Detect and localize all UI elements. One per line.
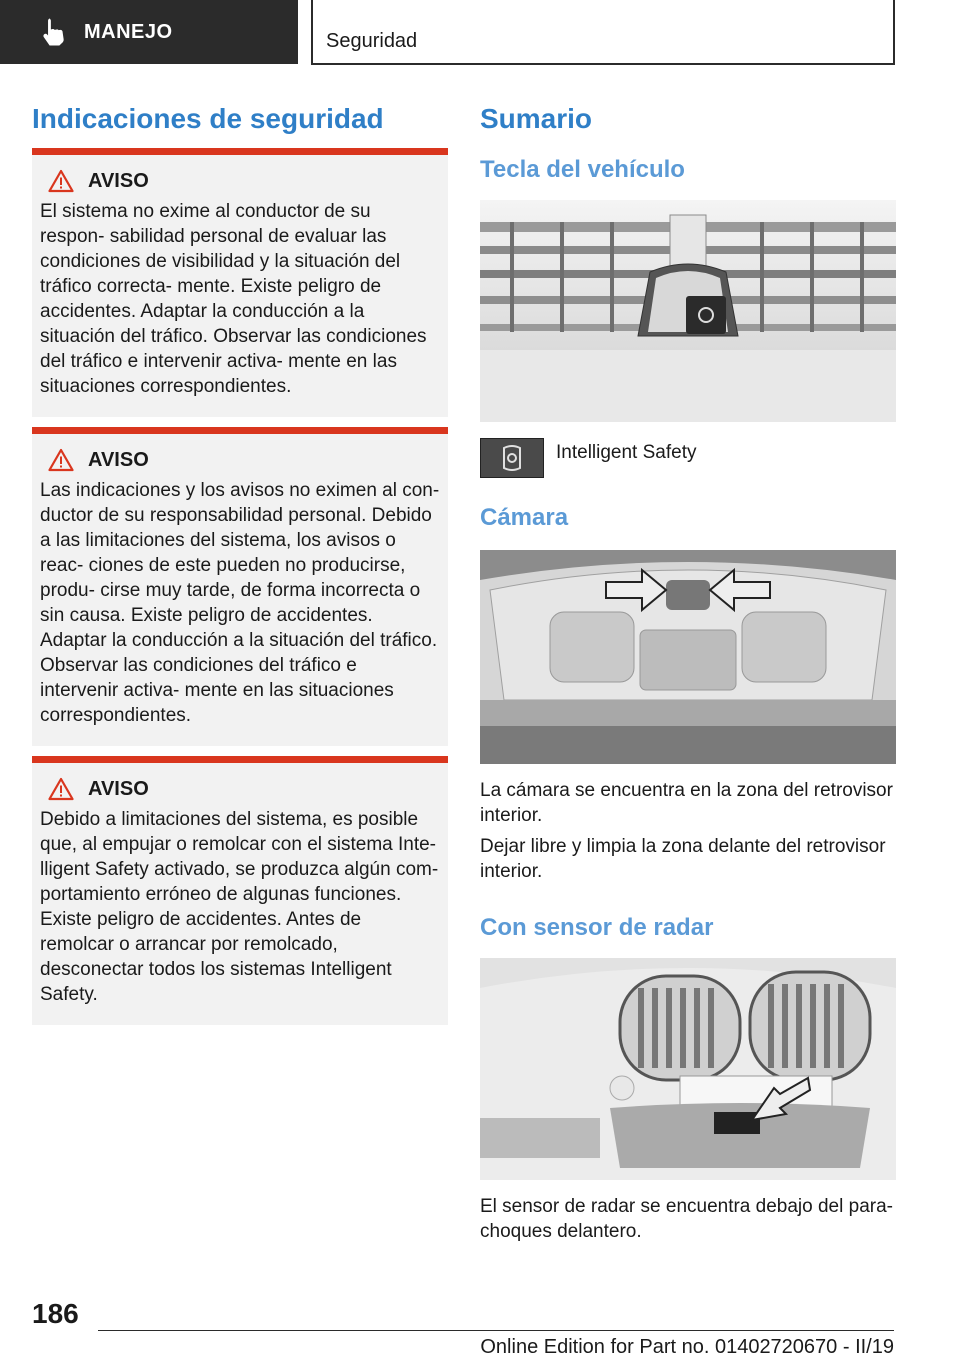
warning-triangle-icon xyxy=(48,777,74,801)
radar-text: El sensor de radar se encuentra debajo del para‐ choques delantero. xyxy=(480,1196,893,1242)
chapter-label: MANEJO xyxy=(84,20,173,43)
warning-label: AVISO xyxy=(88,448,149,471)
warning-text: El sistema no exime al conductor de su respon‐ sabilidad personal de evaluar las condiciones de visibilidad y la situación del tráfico correcta‐ mente. Existe peligro de accidentes. Adaptar la conducción a la situación del tráfico. Observar las condiciones del tráfico e intervenir activa‐ mente en las situaciones correspondientes. xyxy=(40,201,427,397)
camera-photo xyxy=(480,550,896,764)
camera-heading: Cámara xyxy=(480,504,569,531)
warning-box xyxy=(32,148,448,417)
intelligent-safety-caption: Intelligent Safety xyxy=(556,442,697,463)
header-divider xyxy=(311,0,313,64)
warning-text: Las indicaciones y los avisos no eximen al con‐ ductor de su responsabilidad personal. Debido a las limitaciones del sistema, los avisos o reac‐ ciones de este pueden no producirse, produ‐ cirse muy tarde, de forma incorrecta o sin causa. Existe peligro de accidentes. Adaptar la conducción a la situación del tráfico. Observar las condiciones del tráfico e intervenir activa‐ mente en las situaciones correspondientes. xyxy=(40,480,440,726)
intelligent-safety-row xyxy=(480,438,896,478)
page-title: Indicaciones de seguridad xyxy=(32,103,384,134)
left-column xyxy=(32,100,448,1025)
warning-triangle-icon xyxy=(48,448,74,472)
warning-box xyxy=(32,427,448,746)
camera-text-2: Dejar libre y limpia la zona delante del retrovisor interior. xyxy=(480,836,886,882)
radar-sensor-photo xyxy=(480,958,896,1180)
header-underline xyxy=(311,63,895,65)
summary-title: Sumario xyxy=(480,103,593,134)
footer-divider xyxy=(98,1330,894,1331)
warning-triangle-icon xyxy=(48,169,74,193)
right-column xyxy=(480,100,896,1244)
header-divider-right xyxy=(893,0,895,64)
hand-pointer-icon xyxy=(36,15,70,49)
key-heading: Tecla del vehículo xyxy=(480,156,685,183)
chapter-tab[interactable] xyxy=(0,0,298,64)
radar-heading: Con sensor de radar xyxy=(480,914,714,941)
warning-box xyxy=(32,756,448,1025)
warning-label: AVISO xyxy=(88,169,149,192)
page-number: 186 xyxy=(32,1298,79,1329)
camera-text-1: La cámara se encuentra en la zona del retrovisor interior. xyxy=(480,780,893,826)
section-title: Seguridad xyxy=(326,30,418,52)
warning-text: Debido a limitaciones del sistema, es posible que, al empujar o remolcar con el sistema Inte‐ lligent Safety activado, se produzca algún com‐ portamiento erróneo de algunas funciones. Existe peligro de accidentes. Antes de remolcar o arrancar por remolcado, desconectar todos los sistemas Intelligent Safety. xyxy=(40,809,439,1005)
vehicle-key-photo xyxy=(480,200,896,422)
edition-note: Online Edition for Part no. 01402720670 - II/19 xyxy=(480,1336,894,1358)
intelligent-safety-button-icon xyxy=(480,438,544,478)
warning-label: AVISO xyxy=(88,777,149,800)
